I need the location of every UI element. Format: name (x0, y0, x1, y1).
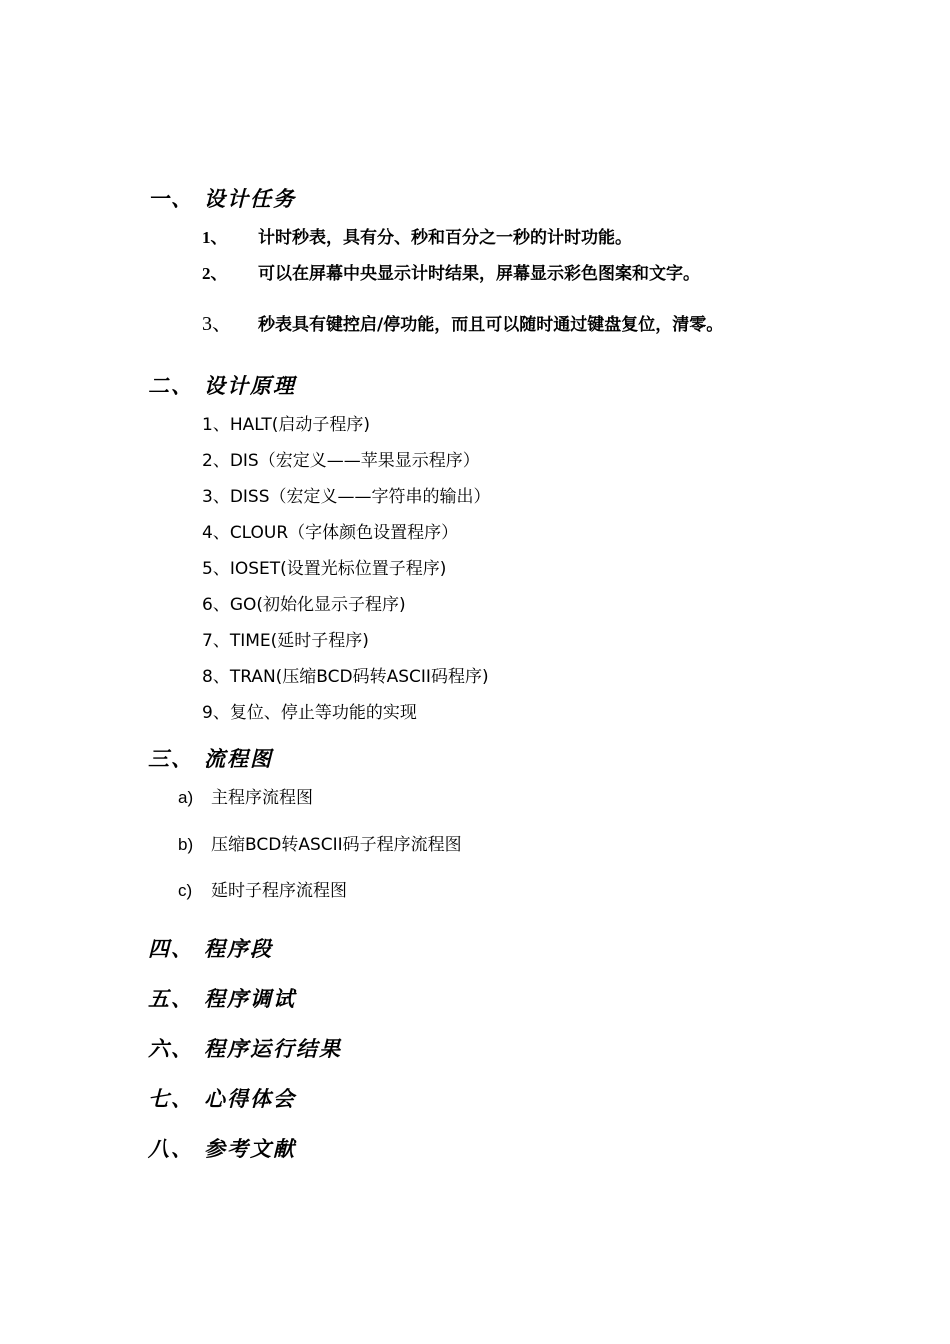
flow-item-a (178, 787, 313, 809)
flow-item-b (178, 834, 462, 856)
section-heading-8 (148, 1136, 296, 1162)
section-title: 程序段 (204, 936, 273, 961)
section-heading-7 (148, 1086, 296, 1112)
principle-item-5: 5、IOSET(设置光标位置子程序) (202, 559, 447, 579)
section-heading-6 (148, 1036, 342, 1062)
section-title: 程序运行结果 (204, 1036, 342, 1061)
section-title: 参考文献 (204, 1136, 296, 1161)
principle-item-1: 1、HALT(启动子程序) (202, 415, 371, 435)
flow-text: 压缩BCD转ASCII码子程序流程图 (211, 835, 462, 855)
task-number: 1、 (202, 228, 228, 247)
principle-item-8: 8、TRAN(压缩BCD码转ASCII码程序) (202, 667, 489, 687)
principle-item-4: 4、CLOUR（字体颜色设置程序） (202, 523, 459, 543)
task-text: 可以在屏幕中央显示计时结果，屏幕显示彩色图案和文字。 (258, 264, 700, 284)
flow-item-c (178, 880, 347, 902)
section-heading-4 (148, 936, 273, 962)
flow-number: c) (178, 881, 193, 900)
section-heading-1 (148, 186, 296, 212)
section-number: 五、 (148, 986, 194, 1011)
flow-number: a) (178, 788, 194, 807)
task-number: 2、 (202, 264, 228, 283)
task-item-2 (202, 263, 700, 285)
section-number: 三、 (148, 746, 194, 771)
section-number: 七、 (148, 1086, 194, 1111)
section-heading-2 (148, 373, 296, 399)
principle-item-2: 2、DIS（宏定义——苹果显示程序） (202, 451, 480, 471)
flow-text: 主程序流程图 (211, 788, 313, 808)
flow-number: b) (178, 835, 194, 854)
section-title: 设计任务 (204, 186, 296, 211)
principle-item-7: 7、TIME(延时子程序) (202, 631, 369, 651)
section-title: 设计原理 (204, 373, 296, 398)
task-text: 计时秒表，具有分、秒和百分之一秒的计时功能。 (258, 228, 632, 248)
section-number: 四、 (148, 936, 194, 961)
principle-item-6: 6、GO(初始化显示子程序) (202, 595, 406, 615)
principle-item-9: 9、复位、停止等功能的实现 (202, 703, 417, 723)
task-item-3 (202, 313, 723, 336)
section-heading-5 (148, 986, 296, 1012)
section-number: 二、 (148, 373, 194, 398)
section-number: 六、 (148, 1036, 194, 1061)
flow-text: 延时子程序流程图 (211, 881, 347, 901)
section-number: 一、 (148, 186, 194, 211)
section-number: 八、 (148, 1136, 194, 1161)
section-heading-3 (148, 746, 273, 772)
section-title: 流程图 (204, 746, 273, 771)
section-title: 程序调试 (204, 986, 296, 1011)
task-item-1 (202, 227, 632, 249)
principle-item-3: 3、DISS（宏定义——字符串的输出） (202, 487, 491, 507)
task-number: 3、 (202, 313, 232, 335)
section-title: 心得体会 (204, 1086, 296, 1111)
task-text: 秒表具有键控启/停功能，而且可以随时通过键盘复位，清零。 (258, 315, 724, 335)
